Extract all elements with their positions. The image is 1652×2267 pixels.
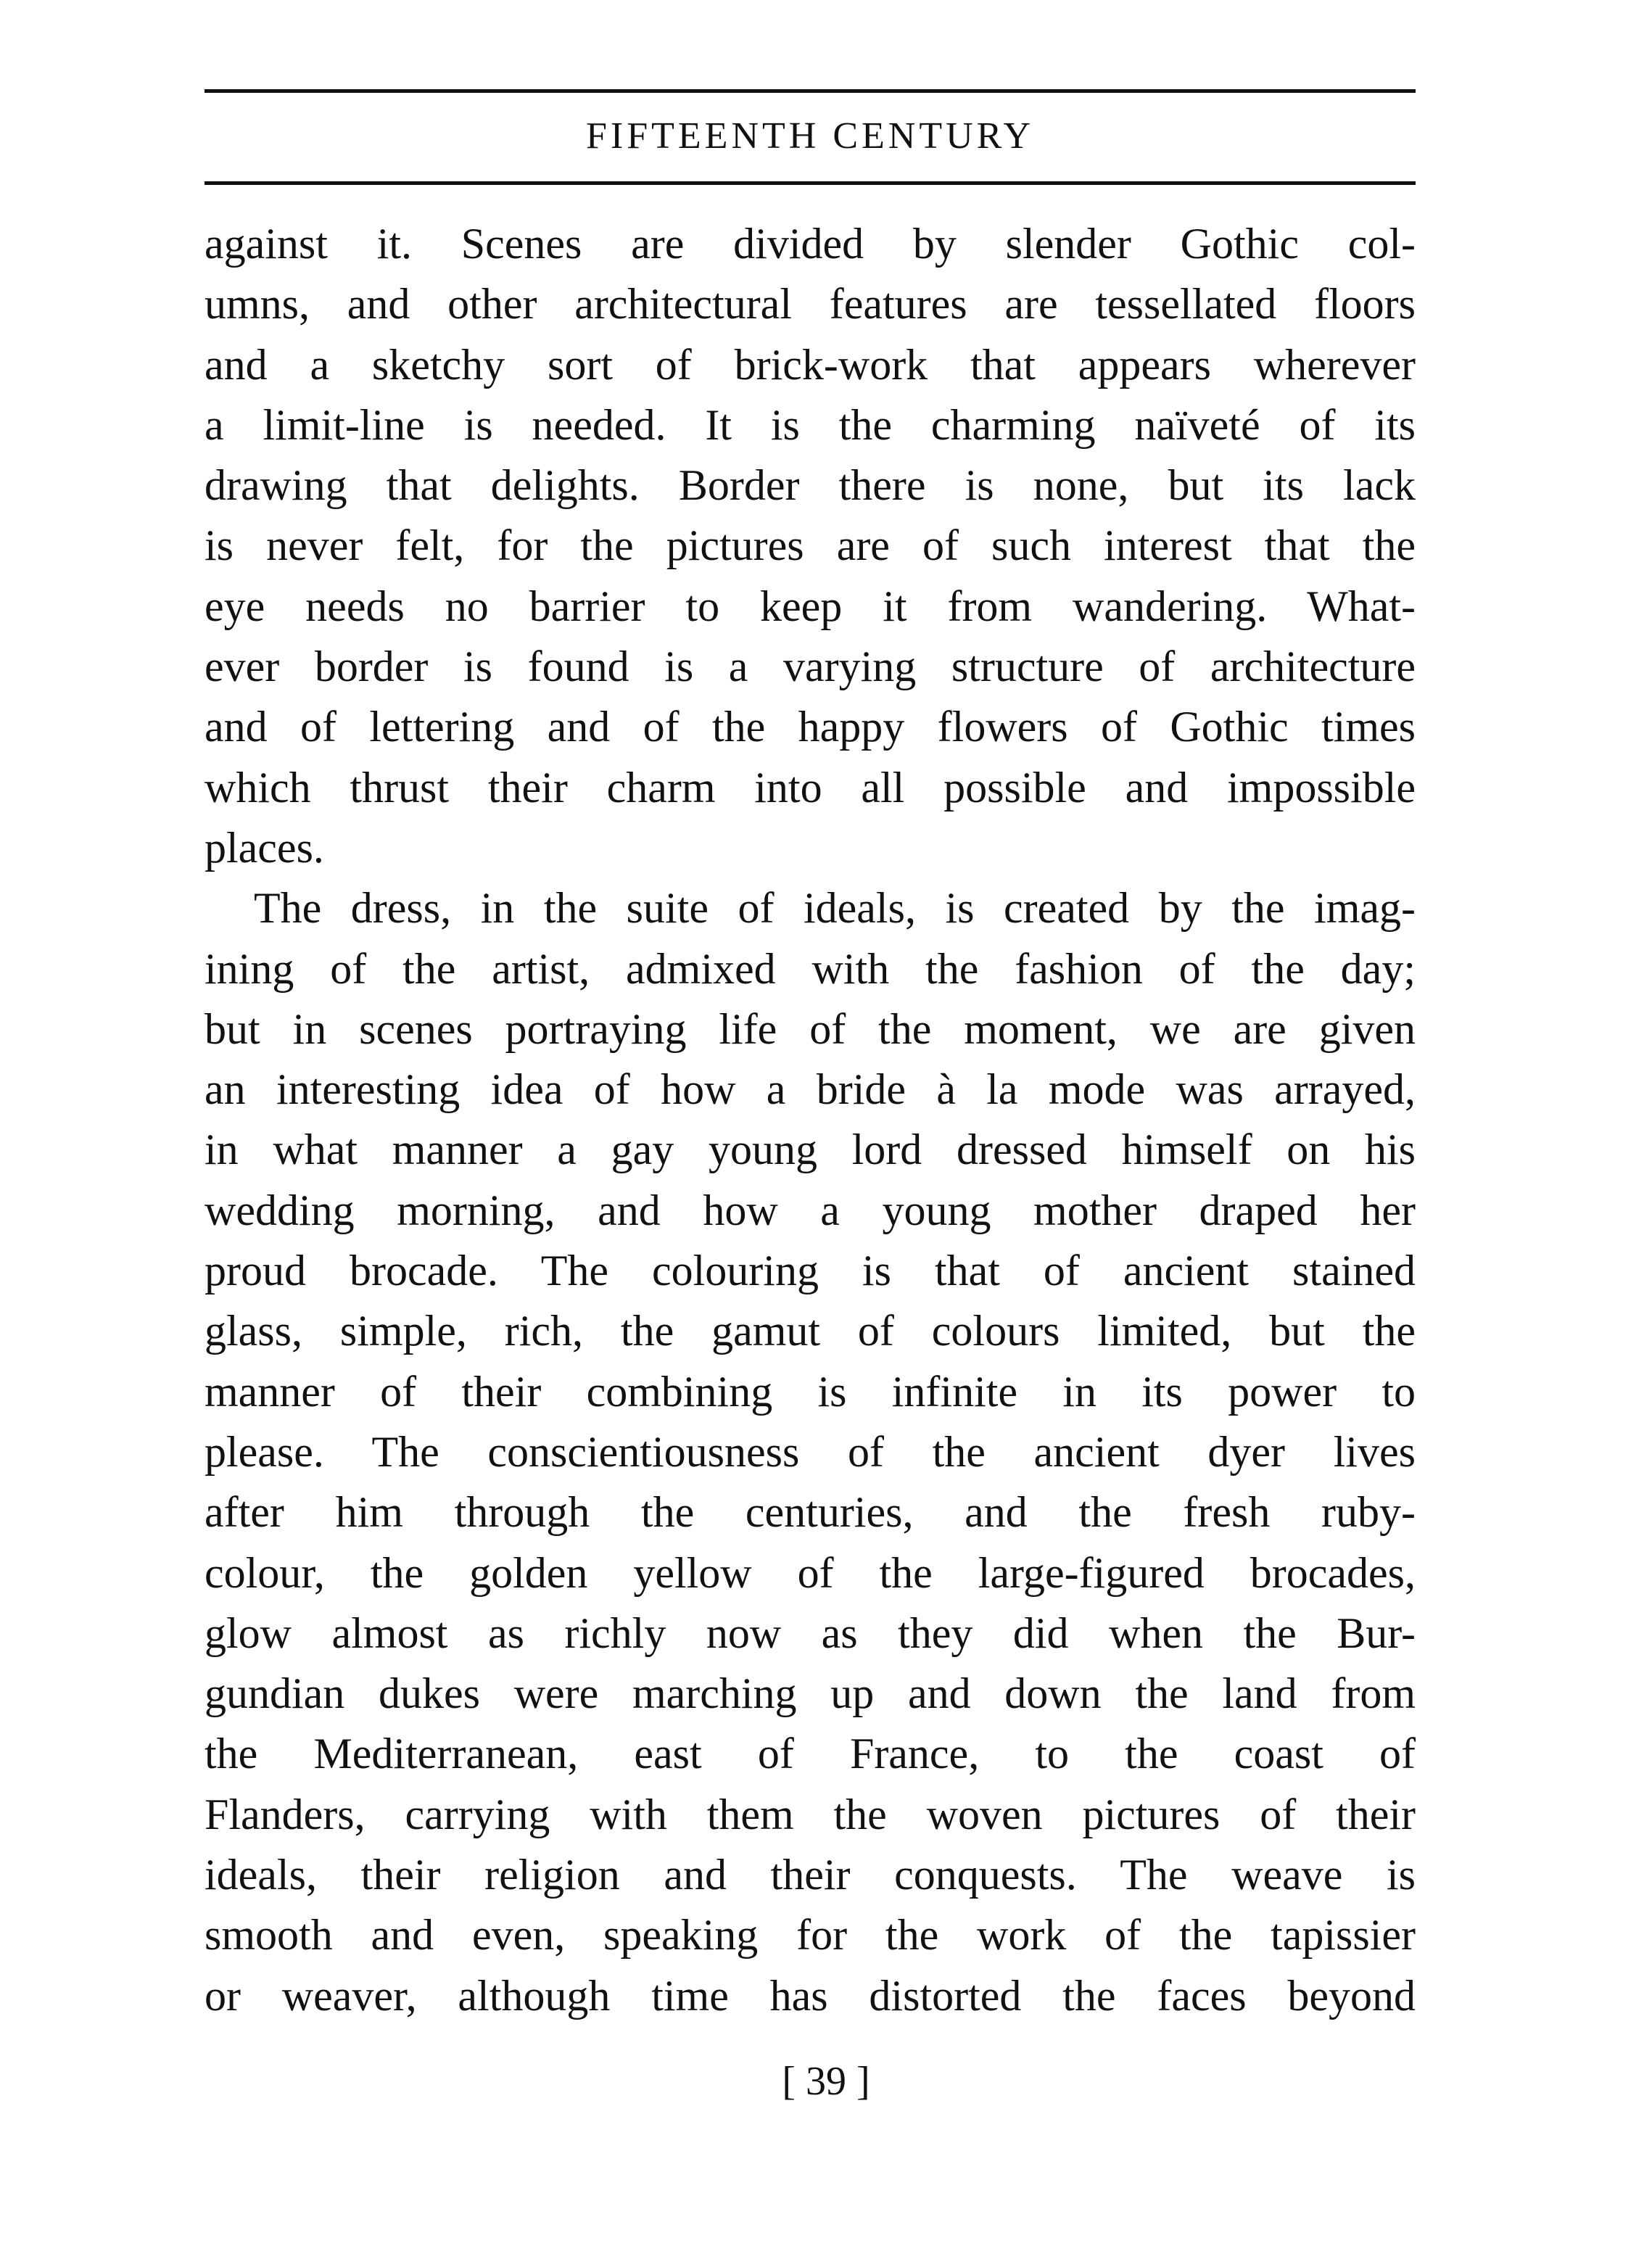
text-line: and of lettering and of the happy flowers of Gothic times: [205, 703, 1416, 751]
text-line: which thrust their charm into all possible and impossible: [205, 763, 1416, 812]
text-line: The dress, in the suite of ideals, is created by the imag-: [254, 884, 1416, 933]
text-line: smooth and even, speaking for the work of the tapissier: [205, 1911, 1416, 1960]
text-line: glass, simple, rich, the gamut of colours limited, but the: [205, 1307, 1416, 1355]
text-line: the Mediterranean, east of France, to the coast of: [205, 1730, 1416, 1778]
text-line: eye needs no barrier to keep it from wandering. What-: [205, 582, 1416, 630]
running-head: FIFTEENTH CENTURY: [586, 115, 1034, 157]
text-line: ining of the artist, admixed with the fashion of the day;: [205, 944, 1416, 993]
text-line: and a sketchy sort of brick-work that appears wherever: [205, 340, 1416, 389]
text-line: ever border is found is a varying structure of architecture: [205, 643, 1416, 691]
text-line: an interesting idea of how a bride à la mode was arrayed,: [205, 1065, 1416, 1114]
text-line: gundian dukes were marching up and down the land from: [205, 1669, 1416, 1718]
text-line: colour, the golden yellow of the large-figured brocades,: [205, 1548, 1416, 1597]
text-line: umns, and other architectural features are tessellated floors: [205, 280, 1416, 329]
body-text: [205, 214, 1416, 2026]
text-line: a limit-line is needed. It is the charming naïveté of its: [205, 400, 1416, 449]
header-rule-top: [205, 89, 1416, 93]
text-line: ideals, their religion and their conquests. The weave is: [205, 1851, 1416, 1899]
text-line: places.: [205, 823, 324, 872]
text-line: Flanders, carrying with them the woven pictures of their: [205, 1790, 1416, 1838]
page-number: [ 39 ]: [782, 2059, 870, 2104]
text-line: against it. Scenes are divided by slender Gothic col-: [205, 220, 1416, 268]
text-line: is never felt, for the pictures are of such interest that the: [205, 521, 1416, 570]
text-line: drawing that delights. Border there is none, but its lack: [205, 461, 1416, 510]
text-line: or weaver, although time has distorted the faces beyond: [205, 1971, 1416, 2020]
text-line: wedding morning, and how a young mother draped her: [205, 1186, 1416, 1234]
text-line: in what manner a gay young lord dressed himself on his: [205, 1126, 1416, 1174]
text-line: please. The conscientiousness of the ancient dyer lives: [205, 1427, 1416, 1476]
text-line: glow almost as richly now as they did when the Bur-: [205, 1609, 1416, 1657]
text-line: proud brocade. The colouring is that of ancient stained: [205, 1247, 1416, 1295]
text-line: but in scenes portraying life of the moment, we are given: [205, 1004, 1416, 1053]
text-line: manner of their combining is infinite in its power to: [205, 1367, 1416, 1416]
text-line: after him through the centuries, and the fresh ruby-: [205, 1488, 1416, 1537]
header-rule-bottom: [205, 181, 1416, 185]
